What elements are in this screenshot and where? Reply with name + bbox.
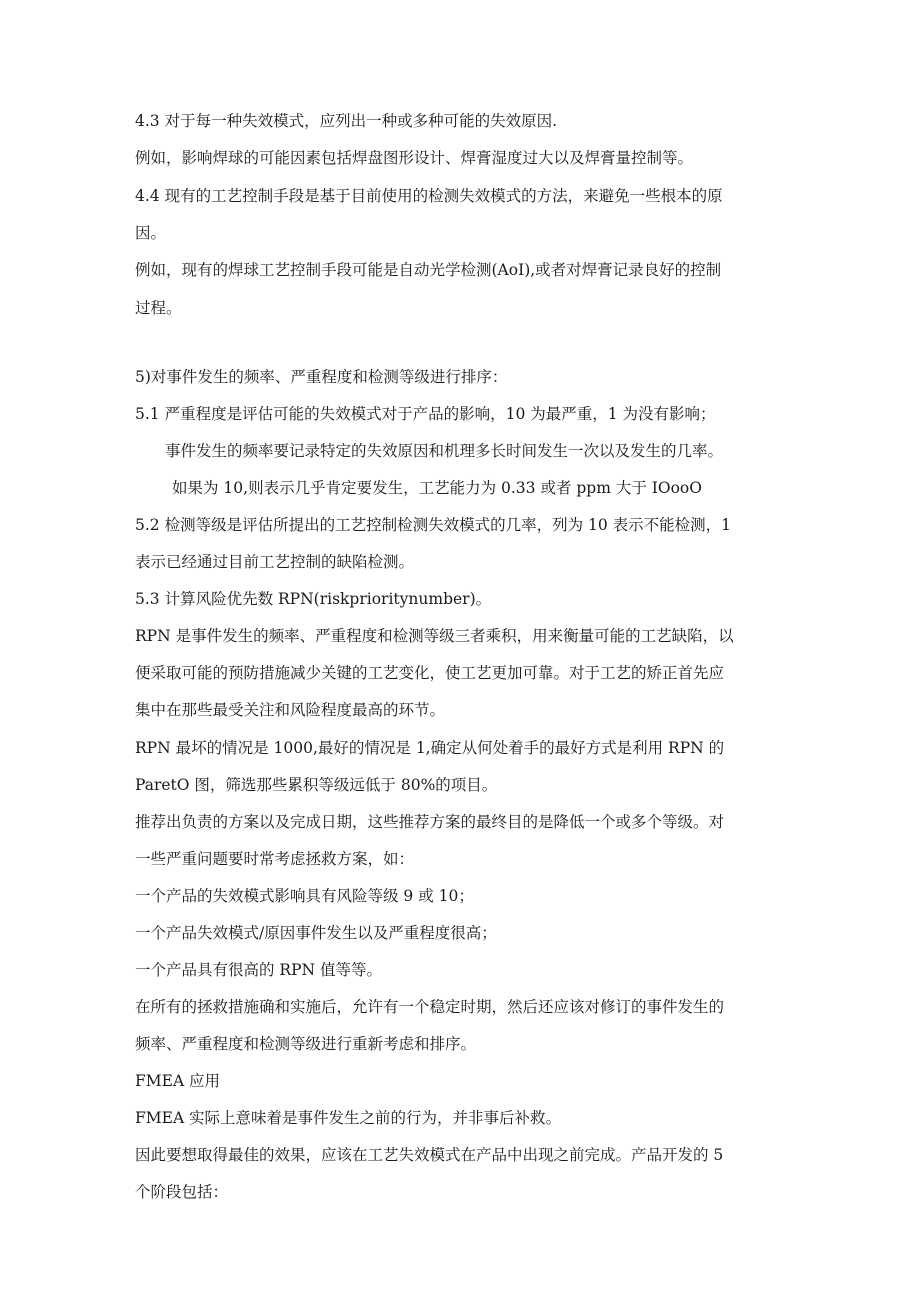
section-heading: 5)对事件发生的频率、严重程度和检测等级进行排序：	[135, 368, 508, 386]
text-line: 因此要想取得最佳的效果，应该在工艺失效模式在产品中出现之前完成。产品开发的 5	[135, 1146, 724, 1164]
text-line: 事件发生的频率要记录特定的失效原因和机理多长时间发生一次以及发生的几率。	[165, 442, 724, 460]
text-line: 在所有的拯救措施确和实施后，允许有一个稳定时期，然后还应该对修订的事件发生的	[135, 998, 725, 1016]
text-line: 4.3 对于每一种失效模式，应列出一种或多种可能的失效原因.	[135, 112, 558, 130]
text-line: 4.4 现有的工艺控制手段是基于目前使用的检测失效模式的方法，来避免一些根本的原	[135, 187, 723, 205]
text-line: 过程。	[135, 299, 182, 317]
text-line: FMEA 实际上意味着是事件发生之前的行为，并非事后补救。	[135, 1109, 562, 1127]
text-line: RPN 是事件发生的频率、严重程度和检测等级三者乘积，用来衡量可能的工艺缺陷，以	[135, 627, 734, 645]
text-line: 一个产品失效模式/原因事件发生以及严重程度很高；	[135, 924, 497, 942]
text-line: 例如，影响焊球的可能因素包括焊盘图形设计、焊膏湿度过大以及焊膏量控制等。	[135, 149, 694, 167]
text-line: 表示已经通过目前工艺控制的缺陷检测。	[135, 553, 415, 571]
text-line: 推荐出负责的方案以及完成日期，这些推荐方案的最终目的是降低一个或多个等级。对	[135, 813, 725, 831]
text-line: 集中在那些最受关注和风险程度最高的环节。	[135, 701, 446, 719]
text-line: 频率、严重程度和检测等级进行重新考虑和排序。	[135, 1035, 477, 1053]
text-line: 例如，现有的焊球工艺控制手段可能是自动光学检测(AoI),或者对焊膏记录良好的控制	[135, 261, 722, 279]
text-line: 因。	[135, 224, 167, 242]
text-line: 一个产品具有很高的 RPN 值等等。	[135, 961, 383, 979]
text-line: 一个产品的失效模式影响具有风险等级 9 或 10；	[135, 887, 474, 905]
text-line: 5.2 检测等级是评估所提出的工艺控制检测失效模式的几率，列为 10 表示不能检测，1	[135, 516, 732, 534]
section-heading: FMEA 应用	[135, 1072, 221, 1090]
text-line: 如果为 10,则表示几乎肯定要发生，工艺能力为 0.33 或者 ppm 大于 IOooO	[172, 479, 702, 497]
text-line: 一些严重问题要时常考虑拯救方案，如：	[135, 850, 415, 868]
text-line: RPN 最坏的情况是 1000,最好的情况是 1,确定从何处着手的最好方式是利用 RPN 的	[135, 739, 725, 757]
text-line: 个阶段包括：	[135, 1183, 229, 1201]
text-line: 5.3 计算风险优先数 RPN(riskprioritynumber)。	[135, 590, 492, 608]
text-line: 便采取可能的预防措施减少关键的工艺变化，使工艺更加可靠。对于工艺的矫正首先应	[135, 664, 725, 682]
text-line: ParetO 图，筛选那些累积等级远低于 80%的项目。	[135, 776, 498, 794]
text-line: 5.1 严重程度是评估可能的失效模式对于产品的影响，10 为最严重，1 为没有影响；	[135, 405, 716, 423]
